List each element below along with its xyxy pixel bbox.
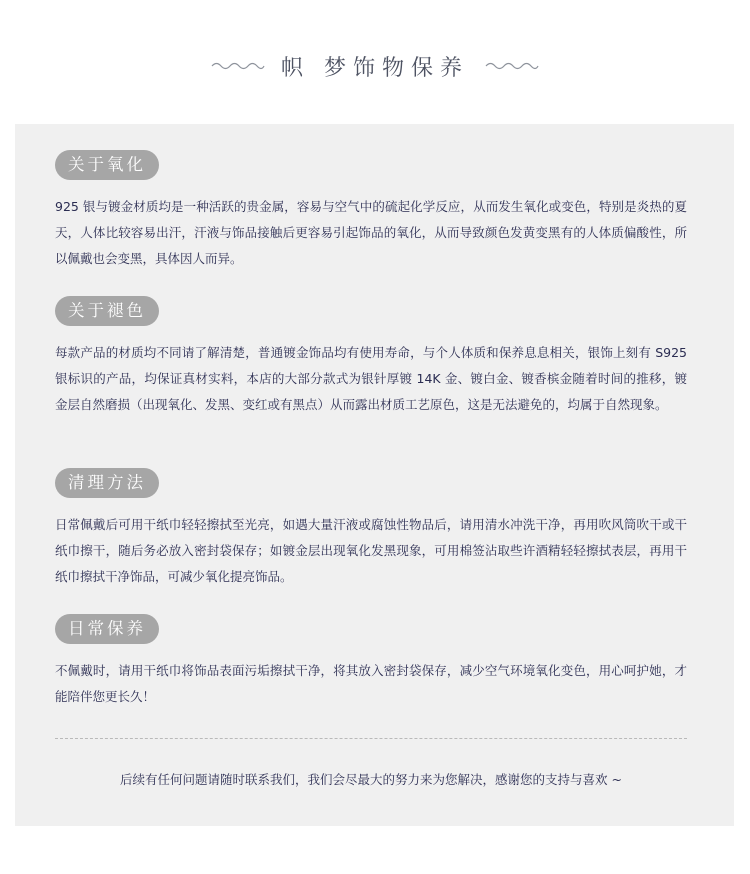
section-body-cleaning: 日常佩戴后可用干纸巾轻轻擦拭至光亮，如遇大量汗液或腐蚀性物品后，请用清水冲洗干净，再用吹风筒吹干或干纸巾擦干，随后务必放入密封袋保存；如镀金层出现氧化发黑现象，可用棉签沾取些许酒精轻轻擦拭表层，再用干纸巾擦拭干净饰品，可减少氧化提亮饰品。 xyxy=(55,517,687,584)
section-body-oxidation: 925 银与镀金材质均是一种活跃的贵金属，容易与空气中的硫起化学反应，从而发生氧化或变色，特别是炎热的夏天，人体比较容易出汗，汗液与饰品接触后更容易引起饰品的氧化，从而导致颜色发黄变黑有的人体质偏酸性，所以佩戴也会变黑，具体因人而异。 xyxy=(55,199,687,266)
wave-ornament-icon xyxy=(485,60,539,72)
section-oxidation xyxy=(55,150,687,272)
section-body-daily-care: 不佩戴时，请用干纸巾将饰品表面污垢擦拭干净，将其放入密封袋保存，减少空气环境氧化变色，用心呵护她，才能陪伴您更长久！ xyxy=(55,663,687,704)
section-heading-oxidation: 关于氧化 xyxy=(55,150,159,180)
dashed-divider xyxy=(55,738,687,739)
section-body-fading: 每款产品的材质均不同请了解清楚，普通镀金饰品均有使用寿命，与个人体质和保养息息相关，银饰上刻有 S925 银标识的产品，均保证真材实料，本店的大部分款式为银针厚镀 14K 金、镀白金、镀香槟金随着时间的推移，镀金层自然磨损（出现氧化、发黑、变红或有黑点）从而露出材质工艺原色，这是无法避免的，均属于自然现象。 xyxy=(55,345,687,412)
section-daily-care xyxy=(55,614,687,710)
care-guide-panel xyxy=(15,124,734,826)
section-cleaning xyxy=(55,468,687,590)
section-fading xyxy=(55,296,687,418)
page-header xyxy=(0,44,750,88)
footer-note: 后续有任何问题请随时联系我们，我们会尽最大的努力来为您解决，感谢您的支持与喜欢 ~ xyxy=(120,772,622,787)
section-heading-cleaning: 清理方法 xyxy=(55,468,159,498)
section-heading-daily-care: 日常保养 xyxy=(55,614,159,644)
wave-ornament-icon xyxy=(211,60,265,72)
page-title: 帜 梦饰物保养 xyxy=(281,55,469,81)
section-heading-fading: 关于褪色 xyxy=(55,296,159,326)
